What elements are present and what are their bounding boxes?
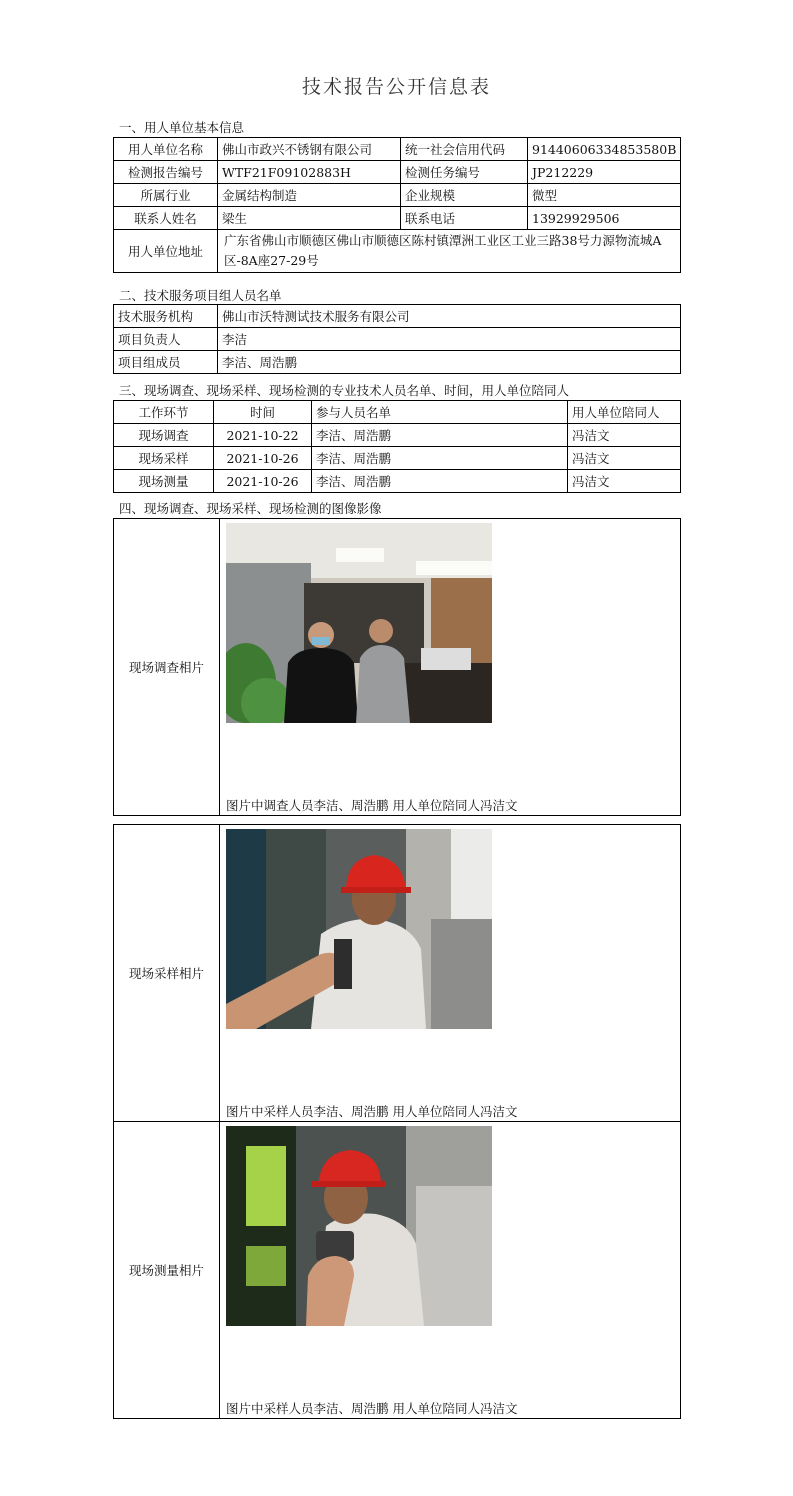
photo-label: 现场调查相片	[114, 519, 220, 816]
photo-caption: 图片中采样人员李洁、周浩鹏 用人单位陪同人冯洁文	[226, 1401, 518, 1416]
address-label: 用人单位地址	[114, 230, 218, 273]
cell-label: 联系电话	[401, 207, 528, 230]
table-row	[114, 519, 681, 816]
table-row	[114, 1122, 681, 1419]
cell-date: 2021-10-26	[214, 447, 312, 470]
team-table	[113, 304, 681, 374]
photo-label: 现场测量相片	[114, 1122, 220, 1419]
table-row	[114, 447, 681, 470]
cell-label: 项目组成员	[114, 351, 218, 374]
table-row	[114, 328, 681, 351]
cell-label: 用人单位名称	[114, 138, 218, 161]
page-title: 技术报告公开信息表	[301, 76, 491, 98]
table-row	[114, 138, 681, 161]
column-header: 参与人员名单	[312, 401, 568, 424]
table-header-row	[114, 401, 681, 424]
table-row	[114, 230, 681, 273]
cell-escort: 冯洁文	[568, 424, 681, 447]
cell-value: 金属结构制造	[218, 184, 401, 207]
cell-label: 项目负责人	[114, 328, 218, 351]
photo-table-sampling	[113, 824, 681, 1419]
section-2-heading: 二、技术服务项目组人员名单	[119, 288, 282, 303]
cell-label: 统一社会信用代码	[401, 138, 528, 161]
cell-staff: 李洁、周浩鹏	[312, 470, 568, 493]
photo-cell	[220, 519, 681, 816]
section-4-heading: 四、现场调查、现场采样、现场检测的图像影像	[119, 501, 382, 516]
cell-value: WTF21F09102883H	[218, 161, 401, 184]
cell-value: 李洁、周浩鹏	[218, 351, 681, 374]
cell-date: 2021-10-22	[214, 424, 312, 447]
cell-escort: 冯洁文	[568, 447, 681, 470]
cell-value: 佛山市沃特测试技术服务有限公司	[218, 305, 681, 328]
column-header: 工作环节	[114, 401, 214, 424]
cell-value: 13929929506	[528, 207, 681, 230]
photo-label: 现场采样相片	[114, 825, 220, 1122]
photo-cell	[220, 1122, 681, 1419]
measurement-photo	[226, 1126, 492, 1326]
table-row	[114, 207, 681, 230]
cell-label: 检测报告编号	[114, 161, 218, 184]
fieldwork-table	[113, 400, 681, 493]
photo-caption: 图片中调查人员李洁、周浩鹏 用人单位陪同人冯洁文	[226, 798, 518, 813]
table-row	[114, 470, 681, 493]
cell-escort: 冯洁文	[568, 470, 681, 493]
cell-value: 梁生	[218, 207, 401, 230]
photo-caption: 图片中采样人员李洁、周浩鹏 用人单位陪同人冯洁文	[226, 1104, 518, 1119]
cell-label: 联系人姓名	[114, 207, 218, 230]
cell-stage: 现场采样	[114, 447, 214, 470]
cell-value: 李洁	[218, 328, 681, 351]
photo-table-survey	[113, 518, 681, 816]
section-1-heading: 一、用人单位基本信息	[119, 120, 245, 135]
photo-cell	[220, 825, 681, 1122]
cell-stage: 现场测量	[114, 470, 214, 493]
cell-value: JP212229	[528, 161, 681, 184]
cell-value: 91440606334853580B	[528, 138, 681, 161]
cell-label: 所属行业	[114, 184, 218, 207]
cell-value: 佛山市政兴不锈钢有限公司	[218, 138, 401, 161]
table-row	[114, 424, 681, 447]
table-row	[114, 184, 681, 207]
table-row	[114, 161, 681, 184]
sampling-photo	[226, 829, 492, 1029]
cell-stage: 现场调查	[114, 424, 214, 447]
column-header: 时间	[214, 401, 312, 424]
cell-label: 企业规模	[401, 184, 528, 207]
survey-photo	[226, 523, 492, 723]
cell-label: 检测任务编号	[401, 161, 528, 184]
cell-value: 微型	[528, 184, 681, 207]
address-value: 广东省佛山市顺德区佛山市顺德区陈村镇潭洲工业区工业三路38号力源物流城A区-8A座27-29号	[218, 230, 681, 273]
section-3-heading: 三、现场调查、现场采样、现场检测的专业技术人员名单、时间，用人单位陪同人	[119, 383, 570, 398]
column-header: 用人单位陪同人	[568, 401, 681, 424]
cell-staff: 李洁、周浩鹏	[312, 447, 568, 470]
cell-label: 技术服务机构	[114, 305, 218, 328]
cell-date: 2021-10-26	[214, 470, 312, 493]
table-row	[114, 305, 681, 328]
table-row	[114, 825, 681, 1122]
unit-info-table	[113, 137, 681, 273]
cell-staff: 李洁、周浩鹏	[312, 424, 568, 447]
table-row	[114, 351, 681, 374]
